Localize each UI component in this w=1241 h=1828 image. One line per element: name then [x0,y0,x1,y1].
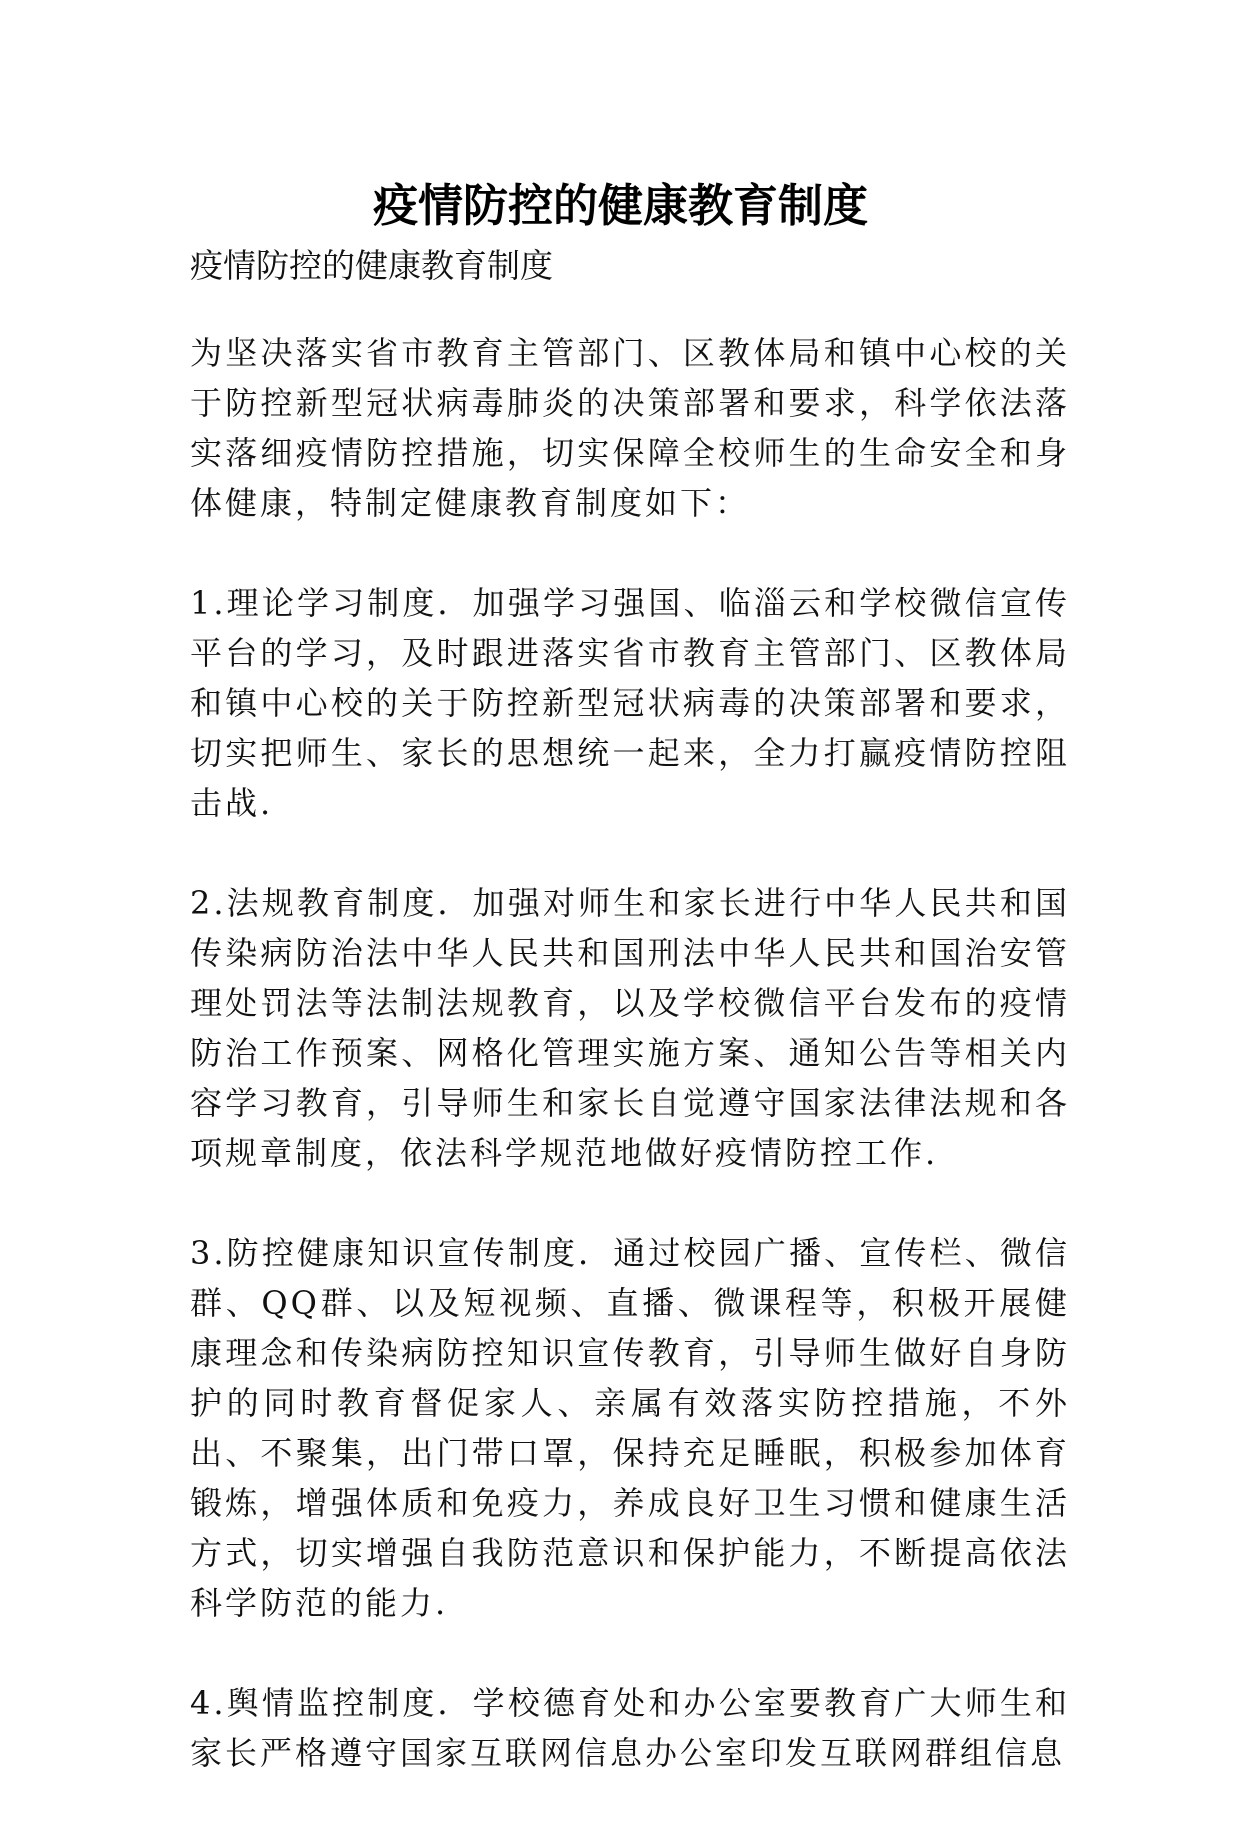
document-title: 疫情防控的健康教育制度 [372,179,868,232]
paragraph-public-opinion: 4.舆情监控制度．学校德育处和办公室要教育广大师生和家长严格遵守国家互联网信息办公室印发互联网群组信息 [190,1684,1070,1772]
paragraph-health-knowledge: 3.防控健康知识宣传制度．通过校园广播、宣传栏、微信群、QQ群、以及短视频、直播、微课程等，积极开展健康理念和传染病防控知识宣传教育，引导师生做好自身防护的同时教育督促家人、亲属有效落实防控措施，不外出、不聚集，出门带口罩，保持充足睡眠，积极参加体育锻炼，增强体质和免疫力，养成良好卫生习惯和健康生活方式，切实增强自我防范意识和保护能力，不断提高依法科学防范的能力. [190,1234,1070,1622]
paragraph-theory-study: 1.理论学习制度．加强学习强国、临淄云和学校微信宣传平台的学习，及时跟进落实省市教育主管部门、区教体局和镇中心校的关于防控新型冠状病毒的决策部署和要求，切实把师生、家长的思想统一起来，全力打赢疫情防控阻击战. [190,584,1070,822]
paragraph-legal-education: 2.法规教育制度．加强对师生和家长进行中华人民共和国传染病防治法中华人民共和国刑法中华人民共和国治安管理处罚法等法制法规教育，以及学校微信平台发布的疫情防治工作预案、网格化管理实施方案、通知公告等相关内容学习教育，引导师生和家长自觉遵守国家法律法规和各项规章制度，依法科学规范地做好疫情防控工作. [190,884,1070,1172]
document-subtitle: 疫情防控的健康教育制度 [190,246,553,285]
paragraph-intro: 为坚决落实省市教育主管部门、区教体局和镇中心校的关于防控新型冠状病毒肺炎的决策部署和要求，科学依法落实落细疫情防控措施，切实保障全校师生的生命安全和身体健康，特制定健康教育制度如下： [190,334,1070,522]
document-body [190,328,1070,1828]
